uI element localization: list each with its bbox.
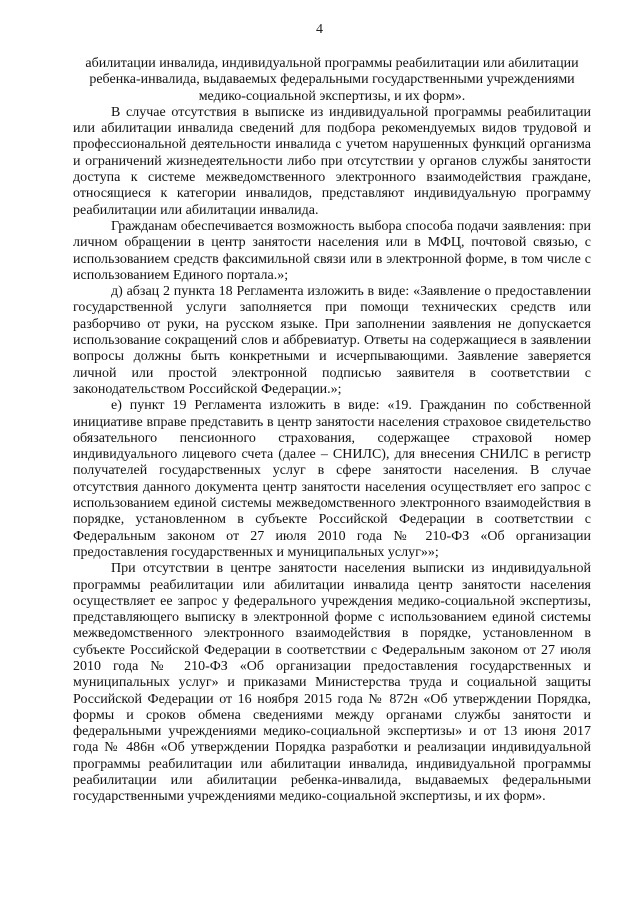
paragraph-continuation: абилитации инвалида, индивидуальной программы реабилитации или абилитации ребенка-инвалида, выдаваемых федеральными государственными учреждениями медико-социальной экспертизы, и их форм».	[85, 56, 579, 104]
paragraph-ipra-request: При отсутствии в центре занятости населения выписки из индивидуальной программы реабилитации или абилитации инвалида центр занятости населения осуществляет ее запрос у федерального учреждения медико-социальной экспертизы, представляющего выписку в электронной форме с использованием единой системы межведомственного электронного взаимодействия в порядке, установленном в субъекте Российской Федерации в соответствии с Федеральным законом от 27 июля 2010 года № 210-ФЗ «Об организации предоставления государственных и муниципальных услуг» и приказами Министерства труда и социальной защиты Российской Федерации от 16 ноября 2015 года № 872н «Об утверждении Порядка, формы и сроков обмена сведениями между органами службы занятости и федеральными учреждениями медико-социальной экспертизы» и от 13 июня 2017 года № 486н «Об утверждении Порядка разработки и реализации индивидуальной программы реабилитации или абилитации инвалида, индивидуальной программы реабилитации или абилитации ребенка-инвалида, выдаваемых федеральными государственными учреждениями медико-социальной экспертизы, и их форм».	[73, 561, 591, 805]
paragraph-item-e: е) пункт 19 Регламента изложить в виде: «19. Гражданин по собственной инициативе вправе представить в центр занятости населения страховое свидетельство обязательного пенсионного страхования, содержащее страховой номер индивидуального лицевого счета (далее – СНИЛС), для внесения СНИЛС в регистр получателей государственных услуг в сфере занятости населения. В случае отсутствия данного документа центр занятости населения осуществляет его запрос с использованием единой системы межведомственного электронного взаимодействия в порядке, установленном в субъекте Российской Федерации в соответствии с Федеральным законом от 27 июля 2010 года № 210-ФЗ «Об организации предоставления государственных и муниципальных услуг»»;	[73, 398, 591, 560]
paragraph-ipra-absence: В случае отсутствия в выписке из индивидуальной программы реабилитации или абилитации инвалида сведений для подбора рекомендуемых видов трудовой и профессиональной деятельности инвалида с учетом нарушенных функций организма и ограничений жизнедеятельности либо при отсутствии у органов службы занятости доступа к системе межведомственного электронного взаимодействия граждане, относящиеся к категории инвалидов, представляют индивидуальную программу реабилитации или абилитации инвалида.	[73, 104, 591, 218]
paragraph-application-methods: Гражданам обеспечивается возможность выбора способа подачи заявления: при личном обращении в центр занятости населения или в МФЦ, почтовой связью, с использованием средств факсимильной связи или в электронной форме, в том числе с использованием Единого портала.»;	[73, 218, 591, 283]
paragraph-item-d: д) абзац 2 пункта 18 Регламента изложить в виде: «Заявление о предоставлении государственной услуги заполняется при помощи технических средств или разборчиво от руки, на русском языке. При заполнении заявления не допускается использование сокращений слов и аббревиатур. Ответы на содержащиеся в заявлении вопросы должны быть конкретными и исчерпывающими. Заявление заверяется личной или простой электронной подписью заявителя в соответствии с законодательством Российской Федерации.»;	[73, 284, 591, 397]
page-number: 4	[316, 22, 323, 37]
document-body	[73, 56, 591, 806]
